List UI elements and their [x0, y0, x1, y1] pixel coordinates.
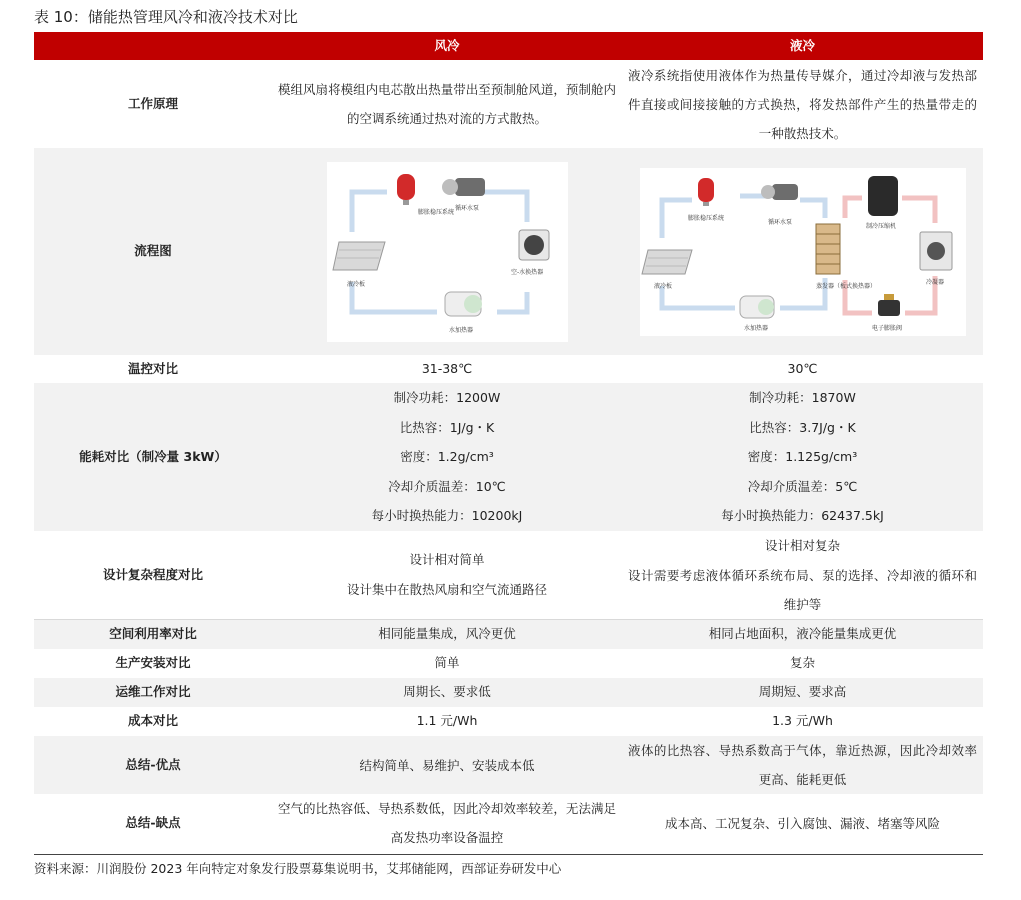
- design-air-line: 设计集中在散热风扇和空气流通路径: [346, 581, 547, 597]
- design-liquid-title: 设计相对复杂: [764, 538, 840, 553]
- condenser-icon: [920, 232, 952, 270]
- flow-arrow: [352, 192, 387, 232]
- diagram-label: 冷凝器: [925, 278, 944, 286]
- diagram-label: 循环水泵: [767, 218, 792, 226]
- flow-arrow: [845, 198, 862, 218]
- diagram-label: 膨胀稳压系统: [417, 208, 454, 216]
- cold-plate-icon: [642, 250, 692, 274]
- energy-air-line: 制冷功耗：1200W: [393, 390, 501, 406]
- temp-air: 31-38℃: [272, 355, 622, 383]
- space-air: 相同能量集成，风冷更优: [272, 619, 622, 649]
- air-cooling-flow-diagram: [327, 162, 568, 342]
- source-note: 资料来源：川润股份 2023 年向特定对象发行股票募集说明书，艾邦储能网，西部证券研发中心: [34, 861, 562, 876]
- row-cons: [34, 794, 983, 852]
- energy-air-line: 冷却介质温差：10℃: [388, 478, 506, 494]
- pros-air: [272, 736, 622, 794]
- liquid-cell: [622, 148, 983, 355]
- energy-liquid-line: 冷却介质温差：5℃: [747, 478, 858, 494]
- row-pros: [34, 736, 983, 794]
- energy-liquid-line: 密度：1.125g/cm³: [747, 449, 858, 465]
- plate-heat-exchanger-icon: [816, 224, 840, 274]
- diagram-label: 制冷压缩机: [865, 222, 896, 230]
- row-flowchart: [34, 148, 983, 355]
- header-liquid-cooling: 液冷: [622, 32, 983, 60]
- design-liquid-text: 设计需要考虑液体循环系统布局、泵的选择、冷却液的循环和维护等: [628, 567, 977, 612]
- row-label: 生产安装对比: [34, 649, 272, 678]
- pros-liquid: [622, 736, 983, 794]
- row-install: [34, 649, 983, 678]
- row-label: 总结-缺点: [34, 794, 272, 852]
- row-label: 能耗对比（制冷量 3kW）: [34, 383, 272, 531]
- liquid-flow-svg: [640, 168, 966, 336]
- row-energy: [34, 383, 983, 531]
- air-cell: [272, 60, 622, 148]
- liquid-cooling-flow-diagram: [640, 168, 966, 336]
- air-cell: [272, 531, 622, 619]
- cons-liquid-text: 成本高、工况复杂、引入腐蚀、漏液、堵塞等风险: [664, 815, 940, 831]
- expansion-tank-icon: [397, 174, 415, 205]
- energy-air-line: 每小时换热能力：10200kJ: [371, 508, 523, 524]
- table-bottom-rule: [34, 854, 983, 855]
- row-label: 成本对比: [34, 707, 272, 736]
- cons-liquid: [622, 794, 983, 852]
- circulation-pump-icon: [442, 178, 485, 196]
- water-heater-icon: [445, 292, 482, 316]
- cost-liquid: 1.3 元/Wh: [622, 707, 983, 736]
- air-water-heat-exchanger-icon: [519, 230, 549, 260]
- air-cell: [272, 383, 622, 531]
- header-blank: [34, 32, 272, 60]
- diagram-label: 膨胀稳压系统: [687, 214, 724, 222]
- flow-arrow: [800, 200, 825, 218]
- temp-liquid: 30℃: [622, 355, 983, 383]
- cold-plate-icon: [333, 242, 385, 270]
- diagram-label: 空-水换热器: [510, 268, 543, 276]
- air-cell: [272, 148, 622, 355]
- cons-air: [272, 794, 622, 852]
- ops-air: 周期长、要求低: [272, 678, 622, 707]
- circulation-pump-icon: [761, 184, 798, 200]
- diagram-label: 蒸发器（板式换热器）: [815, 282, 876, 290]
- row-label: 流程图: [34, 148, 272, 355]
- install-liquid: 复杂: [622, 649, 983, 678]
- diagram-label: 循环水泵: [454, 204, 479, 212]
- row-label: 运维工作对比: [34, 678, 272, 707]
- diagram-label: 水加热器: [743, 324, 768, 332]
- compressor-icon: [868, 176, 898, 216]
- liquid-cell: [622, 531, 983, 619]
- design-air-line: 设计相对简单: [409, 552, 485, 568]
- energy-air-line: 比热容：1J/g・K: [399, 419, 495, 435]
- flow-arrow: [497, 292, 527, 312]
- space-liquid: 相同占地面积，液冷能量集成更优: [622, 619, 983, 649]
- liquid-cell: [622, 383, 983, 531]
- row-label: 总结-优点: [34, 736, 272, 794]
- diagram-label: 电子膨胀阀: [871, 324, 902, 332]
- cons-air-text: 空气的比热容低、导热系数低，因此冷却效率较差，无法满足高发热功率设备温控: [278, 801, 616, 845]
- air-flow-svg: [327, 162, 568, 342]
- energy-liquid-line: 比热容：3.7J/g・K: [749, 419, 856, 435]
- row-label: 工作原理: [34, 60, 272, 148]
- table-header-row: [34, 32, 983, 60]
- row-ops: [34, 678, 983, 707]
- liquid-cell: [622, 60, 983, 148]
- table-caption: 表 10：储能热管理风冷和液冷技术对比: [34, 8, 298, 26]
- row-label: 温控对比: [34, 355, 272, 383]
- principle-air-text: 模组风扇将模组内电芯散出热量带出至预制舱风道，预制舱内的空调系统通过热对流的方式散热。: [278, 82, 616, 126]
- row-label: 设计复杂程度对比: [34, 531, 272, 619]
- row-principle: [34, 60, 983, 148]
- row-design: [34, 531, 983, 619]
- flow-arrow: [662, 286, 735, 308]
- diagram-label: 水加热器: [448, 326, 473, 334]
- flow-arrow: [902, 198, 935, 223]
- cost-air: 1.1 元/Wh: [272, 707, 622, 736]
- row-temp: [34, 355, 983, 383]
- diagram-label: 液冷板: [346, 280, 365, 288]
- row-cost: [34, 707, 983, 736]
- energy-liquid-line: 制冷功耗：1870W: [749, 390, 856, 406]
- ops-liquid: 周期短、要求高: [622, 678, 983, 707]
- pros-liquid-text: 液体的比热容、导热系数高于气体，靠近热源，因此冷却效率更高、能耗更低: [628, 743, 977, 787]
- pros-air-text: 结构简单、易维护、安装成本低: [359, 757, 535, 773]
- water-heater-icon: [740, 296, 774, 318]
- row-space: [34, 619, 983, 649]
- energy-liquid-line: 每小时换热能力：62437.5kJ: [721, 508, 884, 524]
- flow-arrow: [477, 192, 527, 222]
- comparison-table: [34, 32, 983, 852]
- diagram-label: 液冷板: [653, 282, 672, 290]
- expansion-valve-icon: [878, 294, 900, 316]
- install-air: 简单: [272, 649, 622, 678]
- expansion-tank-icon: [698, 178, 714, 206]
- principle-liquid-text: 液冷系统指使用液体作为热量传导媒介，通过冷却液与发热部件直接或间接接触的方式换热，将发热部件产生的热量带走的一种散热技术。: [628, 67, 977, 141]
- header-air-cooling: 风冷: [272, 32, 622, 60]
- row-label: 空间利用率对比: [34, 619, 272, 649]
- energy-air-line: 密度：1.2g/cm³: [400, 449, 494, 465]
